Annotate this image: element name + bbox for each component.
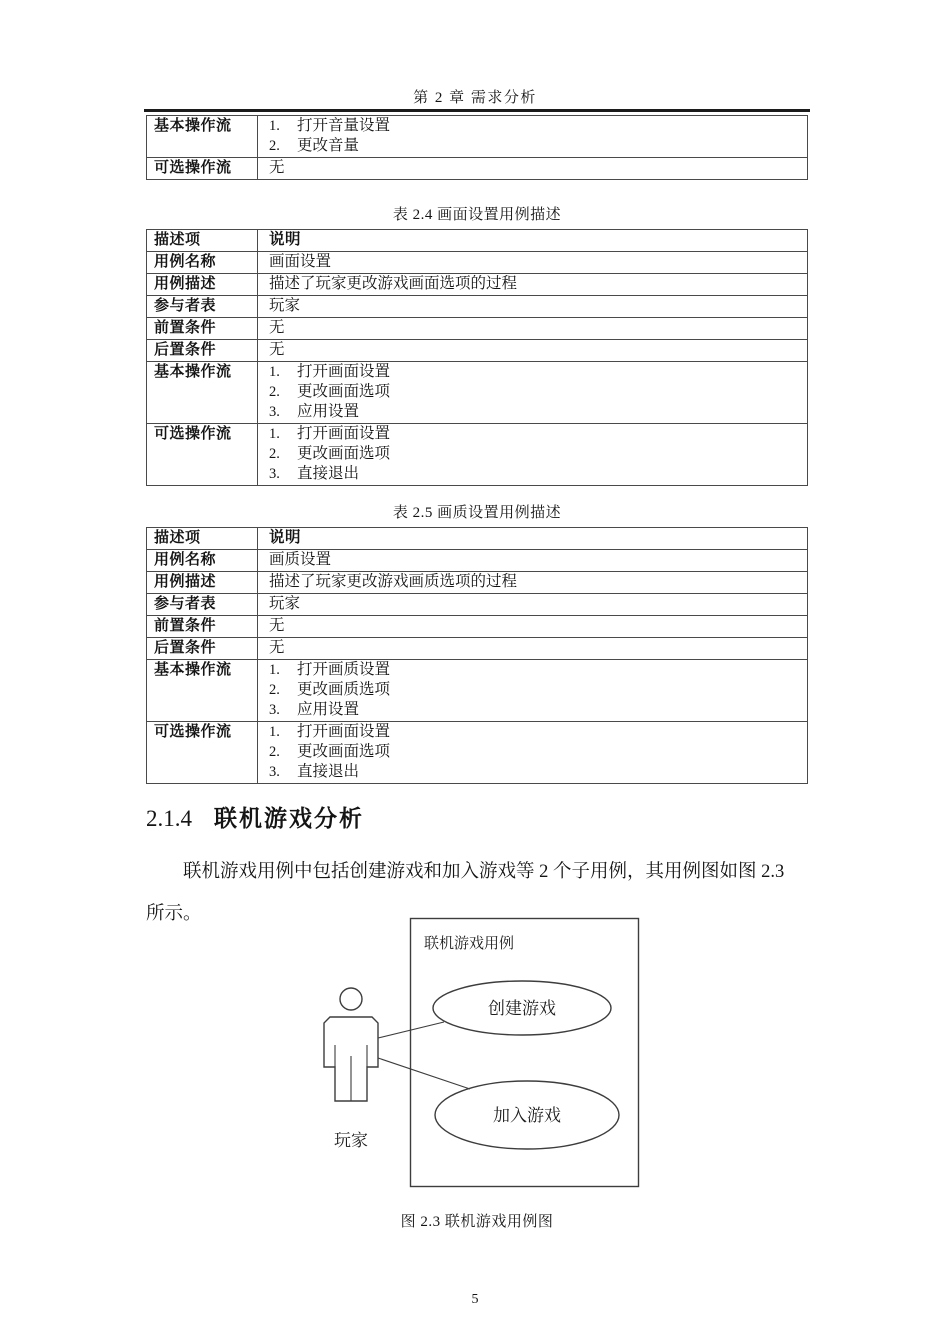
row-content xyxy=(258,528,807,549)
list-number: 2. xyxy=(269,138,280,154)
row-content xyxy=(258,660,807,721)
list-line xyxy=(269,318,803,338)
row-content xyxy=(258,296,807,317)
table-row xyxy=(147,274,807,296)
row-label: 前置条件 xyxy=(147,616,258,637)
cell-text: 无 xyxy=(269,341,285,358)
cell-text: 打开画面设置 xyxy=(297,425,391,442)
actor-label: 玩家 xyxy=(334,1131,368,1150)
table-2-4-caption: 表 2.4 画面设置用例描述 xyxy=(392,207,562,223)
cell-text: 玩家 xyxy=(269,595,301,612)
cell-text: 打开音量设置 xyxy=(297,117,391,134)
row-content xyxy=(258,550,807,571)
list-line xyxy=(269,340,803,360)
cell-text: 更改画面选项 xyxy=(297,445,391,462)
cell-text: 更改画面选项 xyxy=(297,743,391,760)
table-row xyxy=(147,424,807,485)
row-content xyxy=(258,722,807,783)
chapter-header: 第 2 章 需求分析 xyxy=(413,90,537,106)
row-content xyxy=(258,274,807,295)
section-heading xyxy=(146,800,364,833)
actor-head xyxy=(340,988,362,1010)
list-line xyxy=(269,136,803,156)
list-number: 1. xyxy=(269,118,280,134)
row-label: 可选操作流 xyxy=(147,158,258,179)
list-line xyxy=(269,274,803,294)
cell-text: 无 xyxy=(269,159,285,176)
table-row xyxy=(147,340,807,362)
row-content xyxy=(258,362,807,423)
row-content xyxy=(258,116,807,157)
table-screen-settings xyxy=(146,229,808,486)
row-label: 基本操作流 xyxy=(147,362,258,423)
table-row xyxy=(147,318,807,340)
row-label: 基本操作流 xyxy=(147,660,258,721)
cell-text: 更改画质选项 xyxy=(297,681,391,698)
cell-text: 应用设置 xyxy=(297,701,360,718)
list-line xyxy=(269,550,803,570)
row-label: 前置条件 xyxy=(147,318,258,339)
table-row xyxy=(147,616,807,638)
list-line xyxy=(269,722,803,742)
association-line-join xyxy=(378,1058,470,1089)
table-header-row xyxy=(147,528,807,550)
cell-text: 应用设置 xyxy=(297,403,360,420)
cell-text: 打开画面设置 xyxy=(297,723,391,740)
list-line xyxy=(269,464,803,484)
paragraph-line-2: 所示。 xyxy=(146,904,202,924)
row-label: 用例描述 xyxy=(147,572,258,593)
list-line xyxy=(269,424,803,444)
list-line xyxy=(269,700,803,720)
row-content xyxy=(258,572,807,593)
list-line xyxy=(269,230,803,250)
page-number: 5 xyxy=(471,1292,479,1307)
cell-text: 直接退出 xyxy=(297,465,360,482)
row-label: 可选操作流 xyxy=(147,722,258,783)
list-number: 1. xyxy=(269,662,280,678)
table-row xyxy=(147,572,807,594)
row-label: 描述项 xyxy=(147,230,258,251)
table-row xyxy=(147,638,807,660)
row-content xyxy=(258,252,807,273)
list-line xyxy=(269,660,803,680)
list-number: 2. xyxy=(269,446,280,462)
usecase-label-create: 创建游戏 xyxy=(488,999,556,1018)
table-row xyxy=(147,116,807,158)
row-content xyxy=(258,616,807,637)
list-number: 2. xyxy=(269,384,280,400)
row-content xyxy=(258,158,807,179)
table-row xyxy=(147,722,807,783)
list-line xyxy=(269,616,803,636)
table-row xyxy=(147,296,807,318)
row-label: 参与者表 xyxy=(147,594,258,615)
list-line xyxy=(269,638,803,658)
list-line xyxy=(269,444,803,464)
list-line xyxy=(269,742,803,762)
cell-text: 说明 xyxy=(269,529,302,546)
cell-text: 更改音量 xyxy=(297,137,360,154)
cell-text: 无 xyxy=(269,319,285,336)
table-quality-settings xyxy=(146,527,808,784)
list-number: 3. xyxy=(269,466,280,482)
cell-text: 描述了玩家更改游戏画面选项的过程 xyxy=(269,275,518,292)
paragraph-line-1: 联机游戏用例中包括创建游戏和加入游戏等 2 个子用例，其用例图如图 2.3 xyxy=(183,862,785,882)
row-content xyxy=(258,594,807,615)
cell-text: 打开画面设置 xyxy=(297,363,391,380)
row-label: 基本操作流 xyxy=(147,116,258,157)
row-label: 用例名称 xyxy=(147,252,258,273)
table-header-row xyxy=(147,230,807,252)
list-number: 1. xyxy=(269,426,280,442)
list-line xyxy=(269,680,803,700)
system-boundary-label: 联机游戏用例 xyxy=(424,936,515,952)
list-number: 1. xyxy=(269,364,280,380)
row-content xyxy=(258,340,807,361)
cell-text: 玩家 xyxy=(269,297,301,314)
list-number: 1. xyxy=(269,724,280,740)
figure-caption: 图 2.3 联机游戏用例图 xyxy=(400,1214,554,1230)
section-number: 2.1.4 xyxy=(146,806,192,831)
cell-text: 打开画质设置 xyxy=(297,661,391,678)
list-line xyxy=(269,762,803,782)
cell-text: 更改画面选项 xyxy=(297,383,391,400)
list-line xyxy=(269,362,803,382)
cell-text: 说明 xyxy=(269,231,302,248)
list-line xyxy=(269,572,803,592)
usecase-label-join: 加入游戏 xyxy=(493,1106,561,1125)
list-line xyxy=(269,382,803,402)
list-line xyxy=(269,116,803,136)
row-label: 用例名称 xyxy=(147,550,258,571)
table-row xyxy=(147,550,807,572)
list-number: 2. xyxy=(269,682,280,698)
cell-text: 画质设置 xyxy=(269,551,332,568)
section-title: 联机游戏分析 xyxy=(214,805,364,831)
table-2-5-caption: 表 2.5 画质设置用例描述 xyxy=(392,505,562,521)
list-line xyxy=(269,252,803,272)
cell-text: 无 xyxy=(269,639,285,656)
table-row xyxy=(147,362,807,424)
table-row xyxy=(147,252,807,274)
row-label: 描述项 xyxy=(147,528,258,549)
list-number: 2. xyxy=(269,744,280,760)
row-content xyxy=(258,230,807,251)
row-content xyxy=(258,638,807,659)
row-label: 用例描述 xyxy=(147,274,258,295)
row-content xyxy=(258,318,807,339)
list-line xyxy=(269,594,803,614)
cell-text: 无 xyxy=(269,617,285,634)
table-volume-settings-continued xyxy=(146,115,808,180)
list-line xyxy=(269,402,803,422)
list-line xyxy=(269,528,803,548)
cell-text: 描述了玩家更改游戏画质选项的过程 xyxy=(269,573,518,590)
table-row xyxy=(147,594,807,616)
actor-player xyxy=(324,988,378,1150)
list-line xyxy=(269,158,803,178)
table-row xyxy=(147,660,807,722)
cell-text: 画面设置 xyxy=(269,253,332,270)
list-number: 3. xyxy=(269,702,280,718)
list-line xyxy=(269,296,803,316)
row-label: 后置条件 xyxy=(147,638,258,659)
use-case-diagram xyxy=(300,912,660,1192)
row-label: 可选操作流 xyxy=(147,424,258,485)
row-label: 后置条件 xyxy=(147,340,258,361)
cell-text: 直接退出 xyxy=(297,763,360,780)
row-label: 参与者表 xyxy=(147,296,258,317)
list-number: 3. xyxy=(269,764,280,780)
list-number: 3. xyxy=(269,404,280,420)
system-boundary-box xyxy=(411,919,639,1187)
table-row xyxy=(147,158,807,179)
table-continuation-rule xyxy=(144,109,810,112)
row-content xyxy=(258,424,807,485)
